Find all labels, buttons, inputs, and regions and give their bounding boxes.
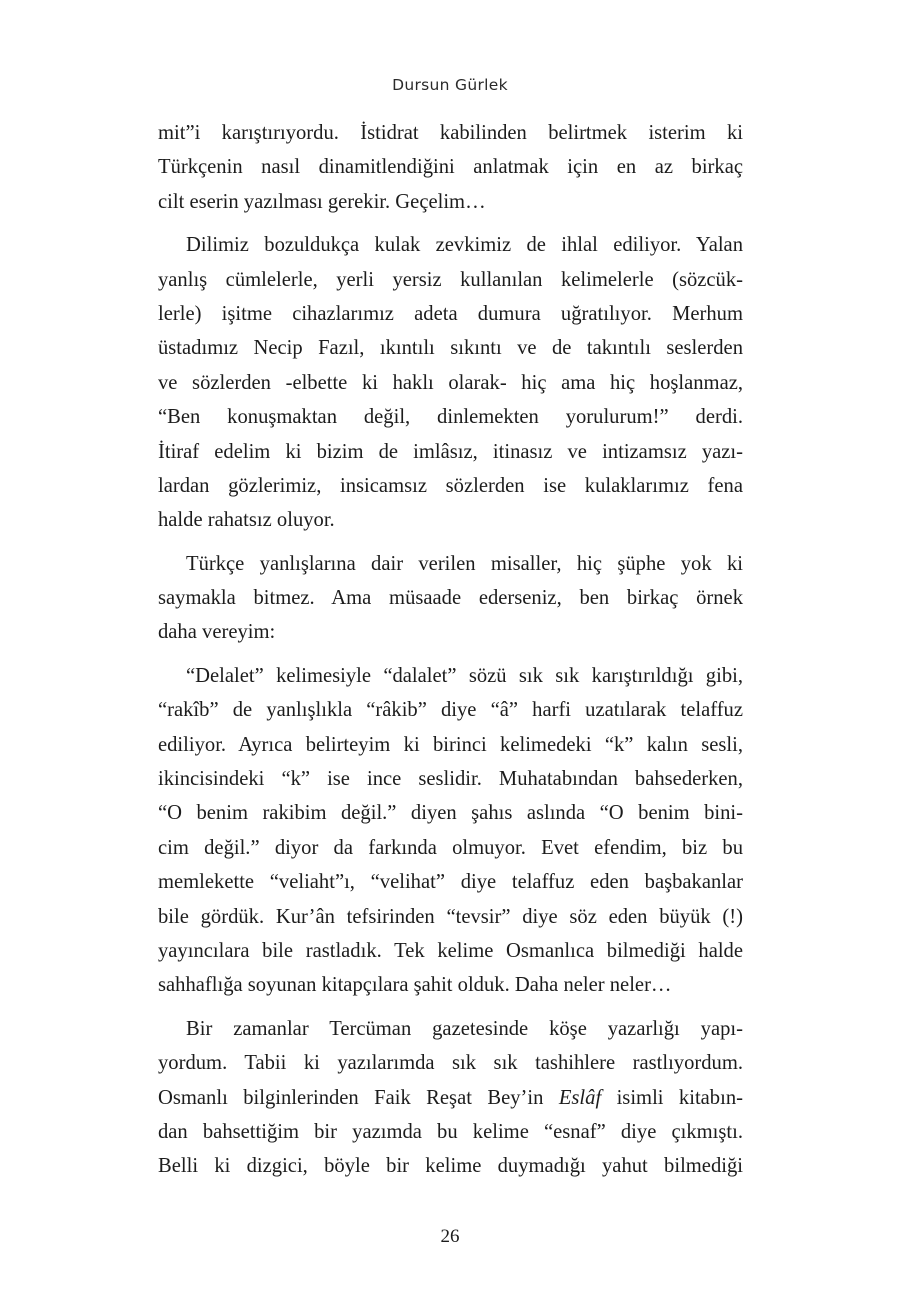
text-line: yayıncılara bile rastladık. Tek kelime Osmanlıca bilmediği halde [158,939,743,962]
paragraph-1 [158,116,743,219]
text-line: bile gördük. Kur’ân tefsirinden “tevsir” diye söz eden büyük (!) [158,905,743,928]
text-line [158,1081,743,1115]
text-line: Belli ki dizgici, böyle bir kelime duymadığı yahut bilmediği [158,1155,743,1178]
paragraph-5 [158,1012,743,1184]
text-line: Türkçenin nasıl dinamitlendiğini anlatmak için en az birkaç [158,156,743,179]
text-line: daha vereyim: [158,621,276,644]
text-line: Dilimiz bozuldukça kulak zevkimiz de ihlal ediliyor. Yalan [186,234,743,257]
running-head: Dursun Gürlek [392,76,508,94]
text-line: Bir zamanlar Tercüman gazetesinde köşe yazarlığı yapı- [186,1017,743,1040]
text-line: cilt eserin yazılması gerekir. Geçelim… [158,190,486,213]
text-line: Türkçe yanlışlarına dair verilen misaller, hiç şüphe yok ki [186,552,743,575]
paragraph-3 [158,547,743,650]
text-line: “rakîb” de yanlışlıkla “râkib” diye “â” harfi uzatılarak telaffuz [158,699,743,722]
text-line: dan bahsettiğim bir yazımda bu kelime “esnaf” diye çıkmıştı. [158,1120,743,1143]
text-line: saymakla bitmez. Ama müsaade ederseniz, ben birkaç örnek [158,587,743,610]
text-line: yordum. Tabii ki yazılarımda sık sık tashihlere rastlıyordum. [158,1052,743,1075]
page-number: 26 [440,1226,460,1247]
text-line: İtiraf edelim ki bizim de imlâsız, itinasız ve intizamsız yazı- [158,440,743,463]
body-text [158,116,743,1193]
paragraph-2 [158,228,743,538]
text-line: lardan gözlerimiz, insicamsız sözlerden ise kulaklarımız fena [158,474,743,497]
text-line: ikincisindeki “k” ise ince seslidir. Muhatabından bahsederken, [158,768,743,791]
text-line: lerle) işitme cihazlarımız adeta dumura uğratılıyor. Merhum [158,302,743,325]
text-line: cim değil.” diyor da farkında olmuyor. Evet efendim, biz bu [158,836,743,859]
text-line: yanlış cümlelerle, yerli yersiz kullanılan kelimelerle (sözcük- [158,268,743,291]
text-line: ve sözlerden -elbette ki haklı olarak- hiç ama hiç hoşlanmaz, [158,371,743,394]
text-line: üstadımız Necip Fazıl, ıkıntılı sıkıntı ve de takıntılı seslerden [158,337,743,360]
text-line: mit”i karıştırıyordu. İstidrat kabilinden belirtmek isterim ki [158,122,743,144]
text-fragment: Osmanlı bilginlerinden Faik Reşat Bey’in [158,1086,559,1109]
text-line: halde rahatsız oluyor. [158,509,335,532]
text-line: memlekette “veliaht”ı, “velihat” diye telaffuz eden başbakanlar [158,871,743,894]
text-line: sahhaflığa soyunan kitapçılara şahit olduk. Daha neler neler… [158,974,672,997]
text-line: “O benim rakibim değil.” diyen şahıs aslında “O benim bini- [158,802,743,825]
text-line: “Delalet” kelimesiyle “dalalet” sözü sık sık karıştırıldığı gibi, [186,664,743,687]
text-line: ediliyor. Ayrıca belirteyim ki birinci kelimedeki “k” kalın sesli, [158,733,743,756]
text-line: “Ben konuşmaktan değil, dinlemekten yorulurum!” derdi. [158,406,743,429]
paragraph-4 [158,659,743,1003]
book-title: Eslâf [558,1086,602,1109]
text-fragment: isimli kitabın- [601,1086,743,1109]
